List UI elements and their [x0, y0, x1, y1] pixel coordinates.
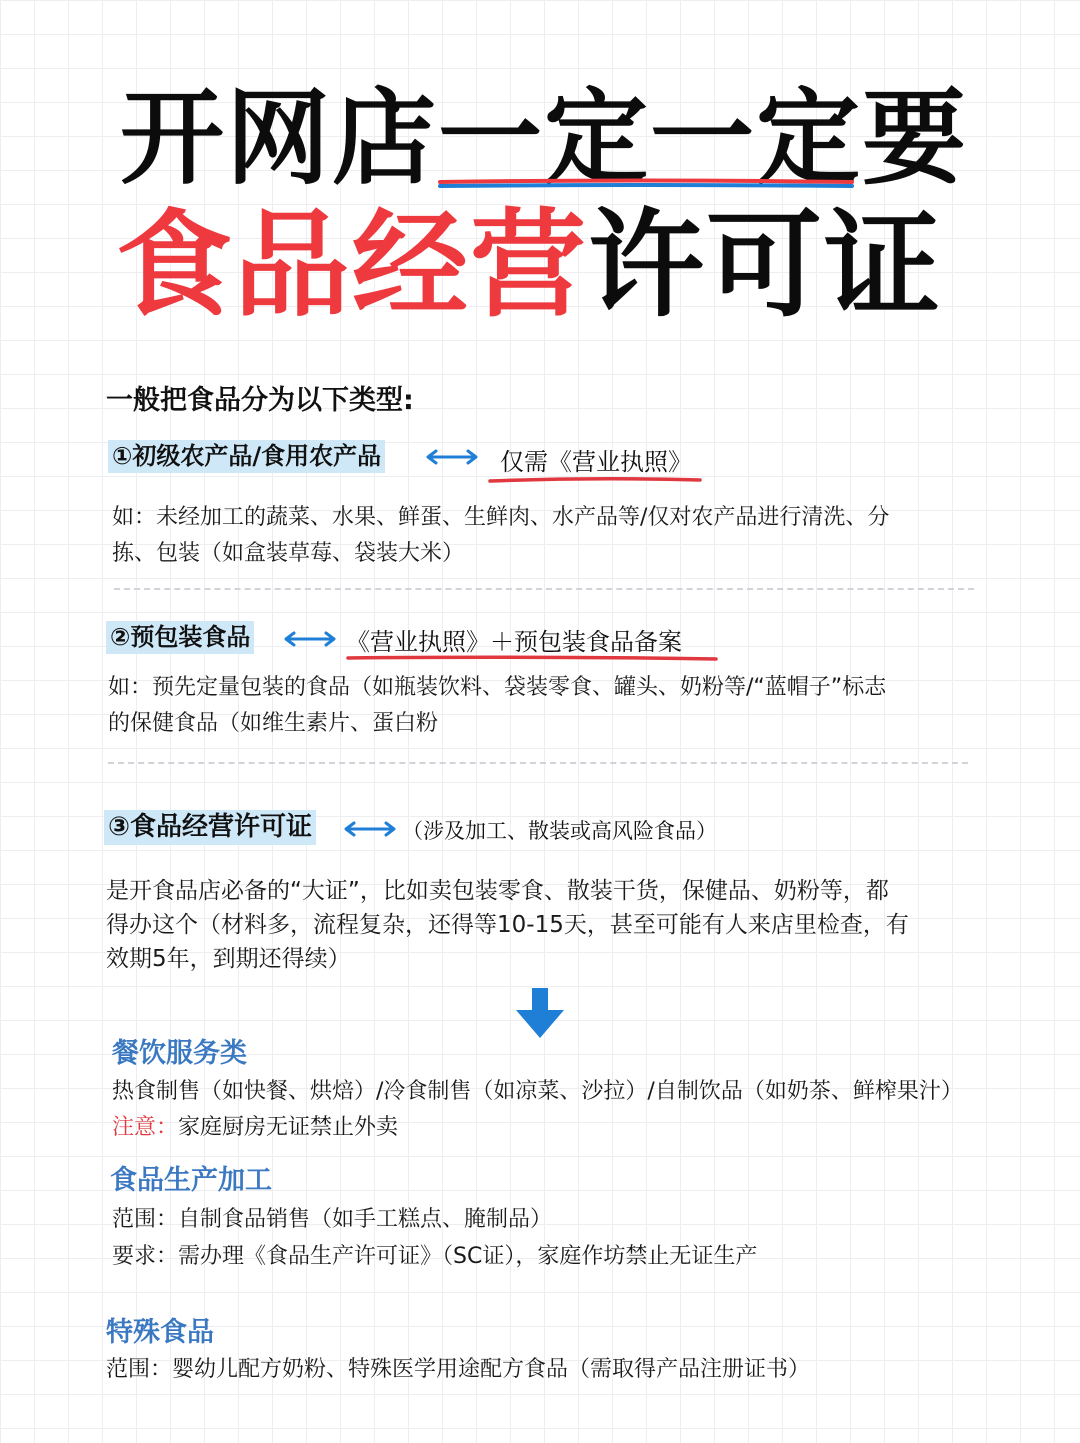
- intro-heading: 一般把食品分为以下类型:: [106, 385, 414, 416]
- type-3-requirement: （涉及加工、散装或高风险食品）: [402, 819, 717, 843]
- warning-text: 家庭厨房无证禁止外卖: [178, 1115, 399, 1140]
- type-2-description: [108, 670, 886, 742]
- type-1-description: [112, 500, 889, 572]
- title-line-1: [120, 77, 969, 199]
- double-arrow-icon: [342, 820, 398, 838]
- title-plain: 开网店: [120, 77, 439, 199]
- category-1-warning: [112, 1110, 398, 1141]
- type-3-desc-line-1: 是开食品店必备的“大证”，比如卖包装零食、散装干货，保健品、奶粉等，都: [106, 878, 889, 904]
- double-arrow-icon: [424, 448, 480, 466]
- warning-label: 注意：: [112, 1115, 179, 1140]
- category-2-title: 食品生产加工: [110, 1165, 272, 1196]
- type-2-desc-line-1: 如：预先定量包装的食品（如瓶装饮料、袋装零食、罐头、奶粉等/“蓝帽子”标志: [108, 675, 887, 700]
- type-1-underline: [488, 476, 702, 484]
- category-3-line-1: 范围：婴幼儿配方奶粉、特殊医学用途配方食品（需取得产品注册证书）: [106, 1357, 811, 1382]
- divider-1: [114, 588, 974, 590]
- category-1-line-1: 热食制售（如快餐、烘焙）/冷食制售（如凉菜、沙拉）/自制饮品（如奶茶、鲜榨果汁）: [112, 1079, 963, 1104]
- title-red: 食品经营: [116, 198, 588, 333]
- title-line-2: [116, 198, 942, 333]
- type-3-desc-line-3: 效期5年，到期还得续）: [106, 946, 351, 972]
- type-2-requirement: 《营业执照》＋预包装食品备案: [346, 628, 682, 656]
- type-2-tag: ②预包装食品: [106, 621, 254, 654]
- type-3-tag: ③食品经营许可证: [104, 810, 316, 845]
- type-2-underline: [346, 654, 718, 662]
- category-1-title: 餐饮服务类: [112, 1038, 247, 1069]
- double-arrow-icon: [282, 630, 338, 648]
- divider-2: [108, 762, 968, 764]
- type-1-desc-line-2: 拣、包装（如盒装草莓、袋装大米）: [112, 541, 465, 566]
- type-3-desc-line-2: 得办这个（材料多，流程复杂，还得等10-15天，甚至可能有人来店里检查，有: [106, 912, 909, 938]
- category-2-line-1: 范围：自制食品销售（如手工糕点、腌制品）: [112, 1207, 553, 1232]
- type-1-desc-line-1: 如：未经加工的蔬菜、水果、鲜蛋、生鲜肉、水产品等/仅对农产品进行清洗、分: [112, 505, 890, 530]
- type-1-tag: ①初级农产品/食用农产品: [108, 440, 385, 473]
- category-2-line-2: 要求：需办理《食品生产许可证》（SC证），家庭作坊禁止无证生产: [112, 1244, 758, 1269]
- title-underline: [438, 178, 854, 188]
- type-1-requirement: 仅需《营业执照》: [500, 448, 692, 476]
- title-black: 许可证: [588, 198, 942, 333]
- title-emphasis: 一定一定要: [438, 77, 969, 199]
- category-3-title: 特殊食品: [106, 1317, 214, 1348]
- type-3-description: [106, 874, 909, 976]
- type-2-desc-line-2: 的保健食品（如维生素片、蛋白粉: [108, 711, 439, 736]
- down-arrow-icon: [514, 988, 566, 1040]
